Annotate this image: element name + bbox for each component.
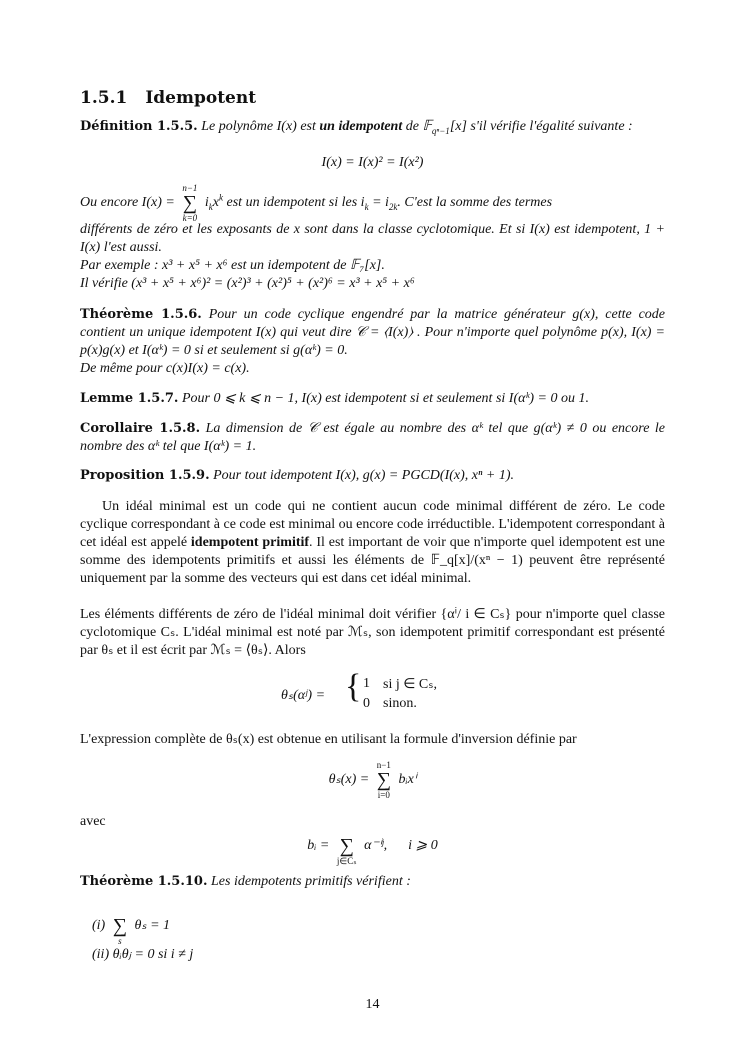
theorem-label: Théorème 1.5.6. xyxy=(80,307,202,322)
lemma-label: Lemme 1.5.7. xyxy=(80,391,179,406)
section-number: 1.5.1 xyxy=(80,88,128,108)
brace-symbol: { xyxy=(345,668,362,705)
paragraph-minimal-ideal: Un idéal minimal est un code qui ne contient aucun code minimal différent de zéro. Le code cyclique correspondant à ce code est minimal ou encore code irréductible. L'idempotent correspondant à cet idéal est appelé idempotent primitif. Il est important de voir que n'importe quel idempotent est une somme des idempotents primitifs et aussi les éléments de 𝔽_q[x]/(xⁿ − 1) peuvent être représenté uniquement par la somme des vecteurs qui est dans cet idéal minimal. xyxy=(80,499,665,586)
equation-idempotent: I(x) = I(x)² = I(x²) xyxy=(321,155,424,170)
equation-theta: θₛ(x) = n−1 ∑ i=0 bᵢxⁱ xyxy=(328,760,417,800)
definition-text-b: de 𝔽 xyxy=(405,119,432,134)
sum-symbol: ∑ j∈Cₛ xyxy=(336,835,357,866)
equation-bi: bᵢ = ∑ j∈Cₛ α⁻ⁱʲ, i ⩾ 0 xyxy=(80,826,665,866)
corollary-1-5-8: Corollaire 1.5.8. La dimension de 𝒞 est égale au nombre des αᵏ tel que g(αᵏ) ≠ 0 ou encore le nombre des αᵏ tel que I(αᵏ) = 1. xyxy=(80,421,666,454)
definition-label: Définition 1.5.5. xyxy=(80,119,198,134)
theorem-1-5-10: Théorème 1.5.10. Les idempotents primitifs vérifient : xyxy=(80,874,411,889)
section-title: Idempotent xyxy=(145,88,257,108)
definition-term: un idempotent xyxy=(319,119,403,134)
proposition-1-5-9: Proposition 1.5.9. Pour tout idempotent I(x), g(x) = PGCD(I(x), xⁿ + 1). xyxy=(80,468,515,483)
section-heading xyxy=(80,88,256,108)
lemma-1-5-7: Lemme 1.5.7. Pour 0 ⩽ k ⩽ n − 1, I(x) est idempotent si et seulement si I(αᵏ) = 0 ou 1. xyxy=(80,391,589,406)
sum-symbol: ∑ s xyxy=(112,915,127,946)
definition-block xyxy=(80,118,665,140)
primitive-idempotent-term: idempotent primitif xyxy=(190,535,310,550)
sum-symbol: n−1 ∑ k=0 xyxy=(182,183,198,223)
definition-sum-line: Ou encore I(x) = n−1 ∑ k=0 $i_kx^k$ est un idempotent si les $i_k = i_{2k}$. C'est la somme des termes xyxy=(80,183,553,223)
definition-text-c: [x] s'il vérifie l'égalité suivante : xyxy=(449,119,633,134)
definition-continuation: différents de zéro et les exposants de x sont dans la classe cyclotomique. Et si I(x) est idempotent, 1 + I(x) l'est aussi. Par exemple : x³ + x⁵ + x⁶ est un idempotent de 𝔽₇[x]. Il vérifie (x³ + x⁵ + x⁶)² = (x²)³ + (x²)⁵ + (x²)⁶ = x³ + x⁵ + x⁶ xyxy=(80,222,665,291)
theorem-1-5-6: Théorème 1.5.6. Pour un code cyclique engendré par la matrice générateur g(x), cette code contient un unique idempotent I(x) qui veut dire 𝒞 = ⟨I(x)⟩ . Pour n'importe quel polynôme p(x), I(x) = p(x)g(x) et I(αᵏ) = 0 si et seulement si g(αᵏ) = 0. De même pour c(x)I(x) = c(x). xyxy=(80,307,665,376)
page-number: 14 xyxy=(365,997,380,1012)
corollary-label: Corollaire 1.5.8. xyxy=(80,421,201,436)
example-line-1: Par exemple : x³ + x⁵ + x⁶ est un idempotent de 𝔽₇[x]. xyxy=(80,258,385,273)
definition-text-a: Le polynôme I(x) est xyxy=(201,119,316,134)
sum-symbol: n−1 ∑ i=0 xyxy=(376,760,391,800)
paragraph-minimal-ideal-elements: Les éléments différents de zéro de l'idéal minimal doit vérifier {αⁱ/ i ∈ Cₛ} pour n'importe quel classe cyclotomique Cₛ. L'idéal minimal est noté par ℳₛ, son idempotent primitif correspondant est présenté par θₛ et il est écrit par ℳₛ = ⟨θₛ⟩. Alors xyxy=(80,607,665,658)
avec-label: avec xyxy=(80,814,106,829)
piecewise-equation: θₛ(αʲ) = { 1 si j ∈ Cₛ, 0 sinon. xyxy=(281,668,437,711)
paragraph-inversion: L'expression complète de θₛ(x) est obtenue en utilisant la formule d'inversion définie par xyxy=(80,732,577,747)
theorem-label: Théorème 1.5.10. xyxy=(80,874,208,889)
list-item-i: (i) ∑ s θₛ = 1 xyxy=(92,906,170,946)
example-line-2: Il vérifie (x³ + x⁵ + x⁶)² = (x²)³ + (x²)⁵ + (x²)⁶ = x³ + x⁵ + x⁶ xyxy=(80,276,415,291)
list-item-ii: (ii) θᵢθⱼ = 0 si i ≠ j xyxy=(92,947,194,962)
proposition-label: Proposition 1.5.9. xyxy=(80,468,210,483)
field-subscript: qⁿ−1 xyxy=(431,125,450,136)
